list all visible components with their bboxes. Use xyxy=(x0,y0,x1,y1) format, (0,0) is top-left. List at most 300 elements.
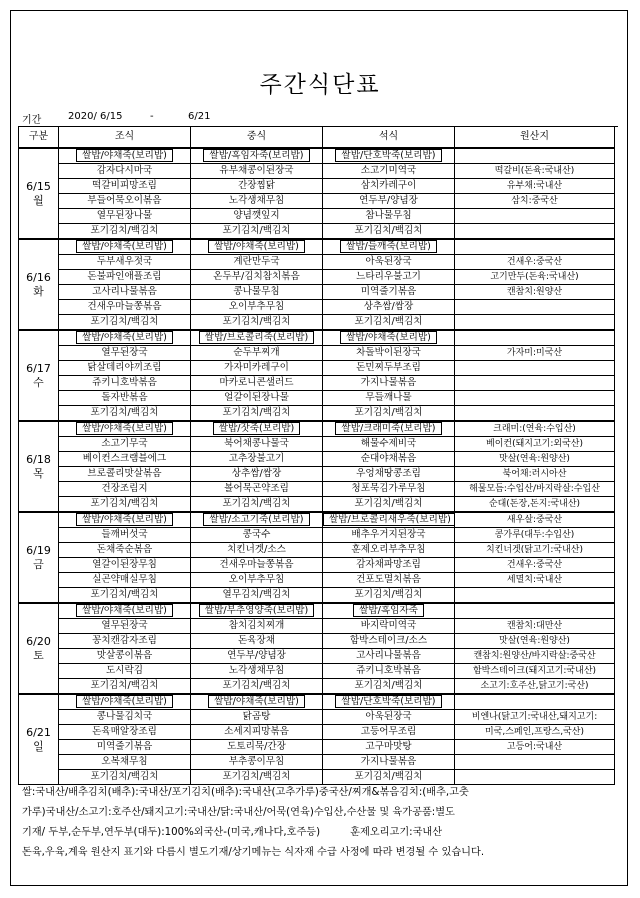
lunch-item-text: 콩국수 xyxy=(242,529,271,540)
table-row xyxy=(19,300,615,315)
lunch-item-text: 쌀밥/잣죽(보리밥) xyxy=(213,422,301,435)
lunch-item xyxy=(191,694,323,710)
origin-item xyxy=(455,634,615,649)
dinner-item xyxy=(323,346,455,361)
table-row xyxy=(19,376,615,391)
dinner-item-text: 쌀밥/들깨죽(보리밥) xyxy=(340,240,437,253)
table-row xyxy=(19,497,615,513)
origin-item xyxy=(455,482,615,497)
page-title: 주간식단표 xyxy=(259,72,381,98)
origin-item-text: 맛살(연육:원양산) xyxy=(499,636,570,646)
origin-item xyxy=(455,664,615,679)
dinner-item xyxy=(323,588,455,604)
period-dash: - xyxy=(150,111,154,122)
dinner-item-text: 고사리나물볶음 xyxy=(356,650,421,661)
lunch-item xyxy=(191,452,323,467)
lunch-item xyxy=(191,270,323,285)
breakfast-item-text: 열무된장나물 xyxy=(96,210,153,221)
breakfast-item xyxy=(59,194,191,209)
origin-item xyxy=(455,300,615,315)
dinner-item xyxy=(323,164,455,179)
table-row xyxy=(19,482,615,497)
origin-item-text: 고기만두(돈육:국내산) xyxy=(490,272,579,282)
lunch-item xyxy=(191,649,323,664)
dinner-item-text: 참나물무침 xyxy=(365,210,412,221)
dinner-item-text: 배추우거지된장국 xyxy=(351,529,426,540)
lunch-item xyxy=(191,710,323,725)
dinner-item xyxy=(323,148,455,164)
dinner-item xyxy=(323,285,455,300)
dinner-item xyxy=(323,755,455,770)
dinner-item-text: 쌀밥/야채죽(보리밥) xyxy=(340,331,437,344)
breakfast-item-text: 콩나물김치국 xyxy=(96,711,153,722)
dinner-item-text: 차돌박이된장국 xyxy=(356,347,421,358)
origin-item xyxy=(455,346,615,361)
origin-item xyxy=(455,603,615,619)
lunch-item xyxy=(191,437,323,452)
origin-item xyxy=(455,725,615,740)
footer-line-3 xyxy=(22,823,622,843)
breakfast-item xyxy=(59,224,191,240)
breakfast-item xyxy=(59,209,191,224)
footer-line-3-right: 훈제오리고기:국내산 xyxy=(350,827,443,838)
lunch-item xyxy=(191,255,323,270)
breakfast-item-text: 돈채죽순볶음 xyxy=(96,544,153,555)
day-label xyxy=(19,603,59,694)
breakfast-item xyxy=(59,270,191,285)
dinner-item-text: 쌀밥/크래미죽(보리밥) xyxy=(335,422,441,435)
origin-item-text: 비엔나(닭고기:국내산,돼지고기: xyxy=(471,712,598,722)
lunch-item xyxy=(191,755,323,770)
dinner-item-text: 쥬키니호박볶음 xyxy=(356,665,421,676)
lunch-item-text: 북어채콩나물국 xyxy=(224,438,289,449)
lunch-item xyxy=(191,558,323,573)
table-row xyxy=(19,270,615,285)
lunch-item xyxy=(191,361,323,376)
dinner-item xyxy=(323,512,455,528)
breakfast-item xyxy=(59,679,191,695)
breakfast-item-text: 포기김치/백김치 xyxy=(90,680,159,691)
breakfast-item-text: 도시락김 xyxy=(105,665,144,676)
table-row xyxy=(19,543,615,558)
table-row xyxy=(19,603,615,619)
dinner-item xyxy=(323,452,455,467)
dinner-item xyxy=(323,528,455,543)
dinner-item-text: 소고기미역국 xyxy=(360,165,417,176)
breakfast-item xyxy=(59,346,191,361)
origin-item-text: 베이컨(돼지고기:외국산) xyxy=(486,439,583,449)
lunch-item xyxy=(191,421,323,437)
breakfast-item-text: 포기김치/백김치 xyxy=(90,771,159,782)
lunch-item xyxy=(191,588,323,604)
table-row xyxy=(19,209,615,224)
dinner-item xyxy=(323,558,455,573)
origin-item-text: 삼치:중국산 xyxy=(511,196,558,206)
breakfast-item-text: 쌀밥/야채죽(보리밥) xyxy=(76,695,173,708)
origin-item xyxy=(455,588,615,604)
lunch-item xyxy=(191,634,323,649)
breakfast-item-text: 건장조림지 xyxy=(101,483,148,494)
period-start: 2020/ 6/15 xyxy=(68,111,123,122)
breakfast-item-text: 브로콜리맛살볶음 xyxy=(87,468,162,479)
breakfast-item-text: 닭살데리야끼조림 xyxy=(87,362,162,373)
dinner-item-text: 청포묵김가루무침 xyxy=(351,483,426,494)
breakfast-item-text: 소고기무국 xyxy=(101,438,148,449)
breakfast-item xyxy=(59,740,191,755)
header-origin: 원산지 xyxy=(455,127,615,149)
table-row xyxy=(19,239,615,255)
breakfast-item-text: 미역줄기볶음 xyxy=(96,741,153,752)
lunch-item-text: 포기김치/백김치 xyxy=(222,680,291,691)
breakfast-item xyxy=(59,710,191,725)
origin-item xyxy=(455,679,615,695)
table-row xyxy=(19,361,615,376)
origin-item xyxy=(455,619,615,634)
breakfast-item xyxy=(59,255,191,270)
table-row xyxy=(19,664,615,679)
dinner-item-text: 우엉채땅콩조림 xyxy=(356,468,421,479)
origin-item xyxy=(455,164,615,179)
dinner-item-text: 고구마맛탕 xyxy=(365,741,412,752)
breakfast-item-text: 포기김치/백김치 xyxy=(90,498,159,509)
lunch-item xyxy=(191,467,323,482)
day-of-week: 토 xyxy=(33,648,44,662)
header-dinner: 석식 xyxy=(323,127,455,149)
lunch-item-text: 참치김치찌개 xyxy=(228,620,285,631)
day-label xyxy=(19,694,59,785)
lunch-item-text: 포기김치/백김치 xyxy=(222,407,291,418)
lunch-item-text: 쌀밥/흑임자죽(보리밥) xyxy=(203,149,309,162)
dinner-item xyxy=(323,300,455,315)
origin-item xyxy=(455,740,615,755)
dinner-item xyxy=(323,634,455,649)
breakfast-item xyxy=(59,725,191,740)
breakfast-item xyxy=(59,391,191,406)
breakfast-item xyxy=(59,330,191,346)
breakfast-item xyxy=(59,179,191,194)
dinner-item xyxy=(323,437,455,452)
table-row xyxy=(19,391,615,406)
breakfast-item xyxy=(59,482,191,497)
dinner-item-text: 쌀밥/흑임자죽 xyxy=(353,604,424,617)
origin-item xyxy=(455,376,615,391)
origin-item xyxy=(455,224,615,240)
table-row xyxy=(19,649,615,664)
origin-item-text: 캔참치:원양산 xyxy=(506,287,563,297)
header-row xyxy=(19,127,615,149)
breakfast-item xyxy=(59,634,191,649)
origin-item xyxy=(455,512,615,528)
origin-item-text: 맛살(연육:원양산) xyxy=(499,454,570,464)
table-row xyxy=(19,710,615,725)
dinner-item xyxy=(323,497,455,513)
menu-body xyxy=(19,148,615,785)
breakfast-item-text: 열갈이된장무침 xyxy=(92,559,157,570)
lunch-item-text: 고추장불고기 xyxy=(228,453,285,464)
dinner-item xyxy=(323,406,455,422)
origin-item xyxy=(455,467,615,482)
origin-item-text: 유부채:국내산 xyxy=(506,181,563,191)
breakfast-item-text: 부들어묵오이볶음 xyxy=(87,195,162,206)
table-row xyxy=(19,346,615,361)
table-row xyxy=(19,330,615,346)
lunch-item-text: 가자미카레구이 xyxy=(224,362,289,373)
origin-item xyxy=(455,194,615,209)
origin-item xyxy=(455,649,615,664)
table-row xyxy=(19,406,615,422)
breakfast-item xyxy=(59,376,191,391)
origin-item xyxy=(455,421,615,437)
table-row xyxy=(19,452,615,467)
table-row xyxy=(19,421,615,437)
breakfast-item-text: 베이컨스크램블에그 xyxy=(82,453,167,464)
day-date: 6/21 xyxy=(26,725,51,739)
breakfast-item xyxy=(59,528,191,543)
dinner-item-text: 아욱된장국 xyxy=(365,711,412,722)
breakfast-item xyxy=(59,300,191,315)
origin-item xyxy=(455,497,615,513)
breakfast-item-text: 들깨버섯국 xyxy=(101,529,148,540)
table-row xyxy=(19,179,615,194)
breakfast-item xyxy=(59,558,191,573)
table-row xyxy=(19,679,615,695)
origin-item-text: 함박스테이크(돼지고기:국내산) xyxy=(472,666,597,676)
day-label xyxy=(19,512,59,603)
breakfast-item-text: 열무된장국 xyxy=(101,347,148,358)
breakfast-item-text: 실곤약매실무침 xyxy=(92,574,157,585)
dinner-item xyxy=(323,649,455,664)
footer-line-4: 돈육,우육,계육 원산지 표기와 다름시 별도기재/상기메뉴는 식자재 수급 사정에 따라 변경될 수 있습니다. xyxy=(22,847,485,858)
dinner-item-text: 포기김치/백김치 xyxy=(354,316,423,327)
origin-item-text: 북어채:러시아산 xyxy=(502,469,567,479)
origin-item-text: 해물모듬:수입산/바지락살:수입산 xyxy=(469,484,600,494)
lunch-item-text: 콩나물무침 xyxy=(233,286,280,297)
lunch-item-text: 마카로니콘샐러드 xyxy=(219,377,294,388)
lunch-item-text: 얼갈이된장나물 xyxy=(224,392,289,403)
breakfast-item-text: 고사리나물볶음 xyxy=(92,286,157,297)
breakfast-item xyxy=(59,588,191,604)
day-label xyxy=(19,239,59,330)
dinner-item xyxy=(323,543,455,558)
breakfast-item-text: 쌀밥/야채죽(보리밥) xyxy=(76,513,173,526)
lunch-item-text: 열무김치/백김치 xyxy=(222,589,291,600)
dinner-item-text: 함박스테이크/소스 xyxy=(349,635,428,646)
table-row xyxy=(19,148,615,164)
breakfast-item-text: 돈불파인애플조림 xyxy=(87,271,162,282)
lunch-item xyxy=(191,619,323,634)
breakfast-item-text: 쌀밥/야채죽(보리밥) xyxy=(76,240,173,253)
lunch-item xyxy=(191,528,323,543)
dinner-item xyxy=(323,209,455,224)
menu-table xyxy=(18,126,615,785)
lunch-item xyxy=(191,482,323,497)
breakfast-item xyxy=(59,573,191,588)
breakfast-item-text: 맛살콩이볶음 xyxy=(96,650,153,661)
lunch-item-text: 포기김치/백김치 xyxy=(222,498,291,509)
origin-item xyxy=(455,330,615,346)
dinner-item xyxy=(323,179,455,194)
dinner-item-text: 바지락미역국 xyxy=(360,620,417,631)
dinner-item xyxy=(323,361,455,376)
breakfast-item-text: 쌀밥/야채죽(보리밥) xyxy=(76,331,173,344)
origin-item xyxy=(455,573,615,588)
day-of-week: 금 xyxy=(33,557,44,571)
period-end: 6/21 xyxy=(188,111,211,122)
lunch-item-text: 건새우마늘쫑볶음 xyxy=(219,559,294,570)
day-of-week: 일 xyxy=(33,739,44,753)
dinner-item xyxy=(323,315,455,331)
dinner-item-text: 삼치카레구이 xyxy=(360,180,417,191)
footer-line-1: 쌀:국내산/배추김치(배추):국내산/포기김치(배추):국내산(고추가루)중국산/찌개&볶음김치:(배추,고춧 xyxy=(22,787,469,798)
breakfast-item-text: 오복채무침 xyxy=(101,756,148,767)
lunch-item xyxy=(191,224,323,240)
origin-item xyxy=(455,255,615,270)
dinner-item xyxy=(323,330,455,346)
header-breakfast: 조식 xyxy=(59,127,191,149)
table-row xyxy=(19,255,615,270)
origin-footer xyxy=(22,783,622,863)
table-row xyxy=(19,194,615,209)
header-category: 구분 xyxy=(19,127,59,149)
day-date: 6/15 xyxy=(26,179,51,193)
day-of-week: 수 xyxy=(33,375,44,389)
day-label xyxy=(19,330,59,421)
dinner-item-text: 해물수제비국 xyxy=(360,438,417,449)
lunch-item xyxy=(191,315,323,331)
day-date: 6/17 xyxy=(26,361,51,375)
dinner-item xyxy=(323,239,455,255)
lunch-item xyxy=(191,391,323,406)
dinner-item-text: 가지나물볶음 xyxy=(360,756,417,767)
lunch-item-text: 노각생채무침 xyxy=(228,665,285,676)
lunch-item-text: 포기김치/백김치 xyxy=(222,316,291,327)
dinner-item-text: 포기김치/백김치 xyxy=(354,498,423,509)
origin-item xyxy=(455,558,615,573)
dinner-item-text: 무들깨나물 xyxy=(365,392,412,403)
breakfast-item xyxy=(59,467,191,482)
origin-item xyxy=(455,391,615,406)
breakfast-item-text: 열무된장국 xyxy=(101,620,148,631)
table-row xyxy=(19,467,615,482)
dinner-item xyxy=(323,482,455,497)
breakfast-item xyxy=(59,315,191,331)
lunch-item xyxy=(191,209,323,224)
table-row xyxy=(19,558,615,573)
origin-item-text: 크래미:(연육:수입산) xyxy=(493,424,576,434)
dinner-item-text: 포기김치/백김치 xyxy=(354,680,423,691)
lunch-item xyxy=(191,346,323,361)
origin-item xyxy=(455,148,615,164)
dinner-item-text: 순대야채볶음 xyxy=(360,453,417,464)
origin-item xyxy=(455,239,615,255)
lunch-item xyxy=(191,194,323,209)
lunch-item xyxy=(191,603,323,619)
lunch-item-text: 포기김치/백김치 xyxy=(222,771,291,782)
origin-item xyxy=(455,315,615,331)
lunch-item xyxy=(191,573,323,588)
breakfast-item-text: 쥬키니호박볶음 xyxy=(92,377,157,388)
dinner-item xyxy=(323,270,455,285)
dinner-item-text: 느타리우불고기 xyxy=(356,271,421,282)
table-row xyxy=(19,164,615,179)
lunch-item xyxy=(191,148,323,164)
origin-item xyxy=(455,755,615,770)
lunch-item xyxy=(191,376,323,391)
origin-item xyxy=(455,361,615,376)
dinner-item-text: 감자채파망조림 xyxy=(356,559,421,570)
lunch-item-text: 오이부추무침 xyxy=(228,301,285,312)
dinner-item-text: 돈민찌두부조림 xyxy=(356,362,421,373)
dinner-item-text: 쌀밥/단호박죽(보리밥) xyxy=(335,695,441,708)
breakfast-item xyxy=(59,603,191,619)
dinner-item-text: 가지나물볶음 xyxy=(360,377,417,388)
lunch-item xyxy=(191,664,323,679)
origin-item-text: 콩가루(대두:수입산) xyxy=(494,530,575,540)
origin-item xyxy=(455,528,615,543)
lunch-item xyxy=(191,679,323,695)
origin-item-text: 미국,스페인,프랑스,국산) xyxy=(484,727,585,737)
breakfast-item-text: 포기김치/백김치 xyxy=(90,225,159,236)
origin-item-text: 가자미:미국산 xyxy=(506,348,563,358)
lunch-item-text: 닭곰탕 xyxy=(242,711,271,722)
table-row xyxy=(19,588,615,604)
lunch-item-text: 유부채콩이된장국 xyxy=(219,165,294,176)
dinner-item xyxy=(323,573,455,588)
breakfast-item xyxy=(59,694,191,710)
breakfast-item-text: 포기김치/백김치 xyxy=(90,407,159,418)
breakfast-item xyxy=(59,664,191,679)
breakfast-item-text: 돌자반볶음 xyxy=(101,392,148,403)
breakfast-item xyxy=(59,285,191,300)
lunch-item xyxy=(191,406,323,422)
dinner-item xyxy=(323,710,455,725)
dinner-item xyxy=(323,421,455,437)
origin-item-text: 고등어:국내산 xyxy=(506,742,563,752)
period-label: 기간 xyxy=(22,115,42,126)
origin-item-text: 소고기:호주산,닭고기:국산) xyxy=(480,681,589,691)
table-row xyxy=(19,528,615,543)
breakfast-item-text: 포기김치/백김치 xyxy=(90,589,159,600)
origin-item-text: 순대(돈장,돈지:국내산) xyxy=(488,499,581,509)
dinner-item xyxy=(323,740,455,755)
origin-item-text: 떡갈비(돈육:국내산) xyxy=(494,166,575,176)
dinner-item xyxy=(323,224,455,240)
lunch-item-text: 오이부추무침 xyxy=(228,574,285,585)
table-row xyxy=(19,755,615,770)
lunch-item xyxy=(191,300,323,315)
breakfast-item-text: 쌀밥/야채죽(보리밥) xyxy=(76,604,173,617)
dinner-item-text: 포기김치/백김치 xyxy=(354,225,423,236)
dinner-item xyxy=(323,194,455,209)
lunch-item xyxy=(191,239,323,255)
lunch-item-text: 순두부찌개 xyxy=(233,347,280,358)
lunch-item-text: 쌀밥/야채죽(보리밥) xyxy=(208,240,305,253)
lunch-item-text: 볼어묵곤약조림 xyxy=(224,483,289,494)
lunch-item-text: 쌀밥/브로콜리죽(보리밥) xyxy=(199,331,314,344)
origin-item xyxy=(455,209,615,224)
day-label xyxy=(19,148,59,239)
table-row xyxy=(19,694,615,710)
breakfast-item-text: 떡갈비피망조림 xyxy=(92,180,157,191)
lunch-item xyxy=(191,164,323,179)
day-date: 6/20 xyxy=(26,634,51,648)
breakfast-item-text: 돈육매알장조림 xyxy=(92,726,157,737)
period-row xyxy=(18,110,618,127)
lunch-item xyxy=(191,740,323,755)
breakfast-item xyxy=(59,437,191,452)
origin-item-text: 새우살:중국산 xyxy=(506,515,563,525)
origin-item xyxy=(455,406,615,422)
